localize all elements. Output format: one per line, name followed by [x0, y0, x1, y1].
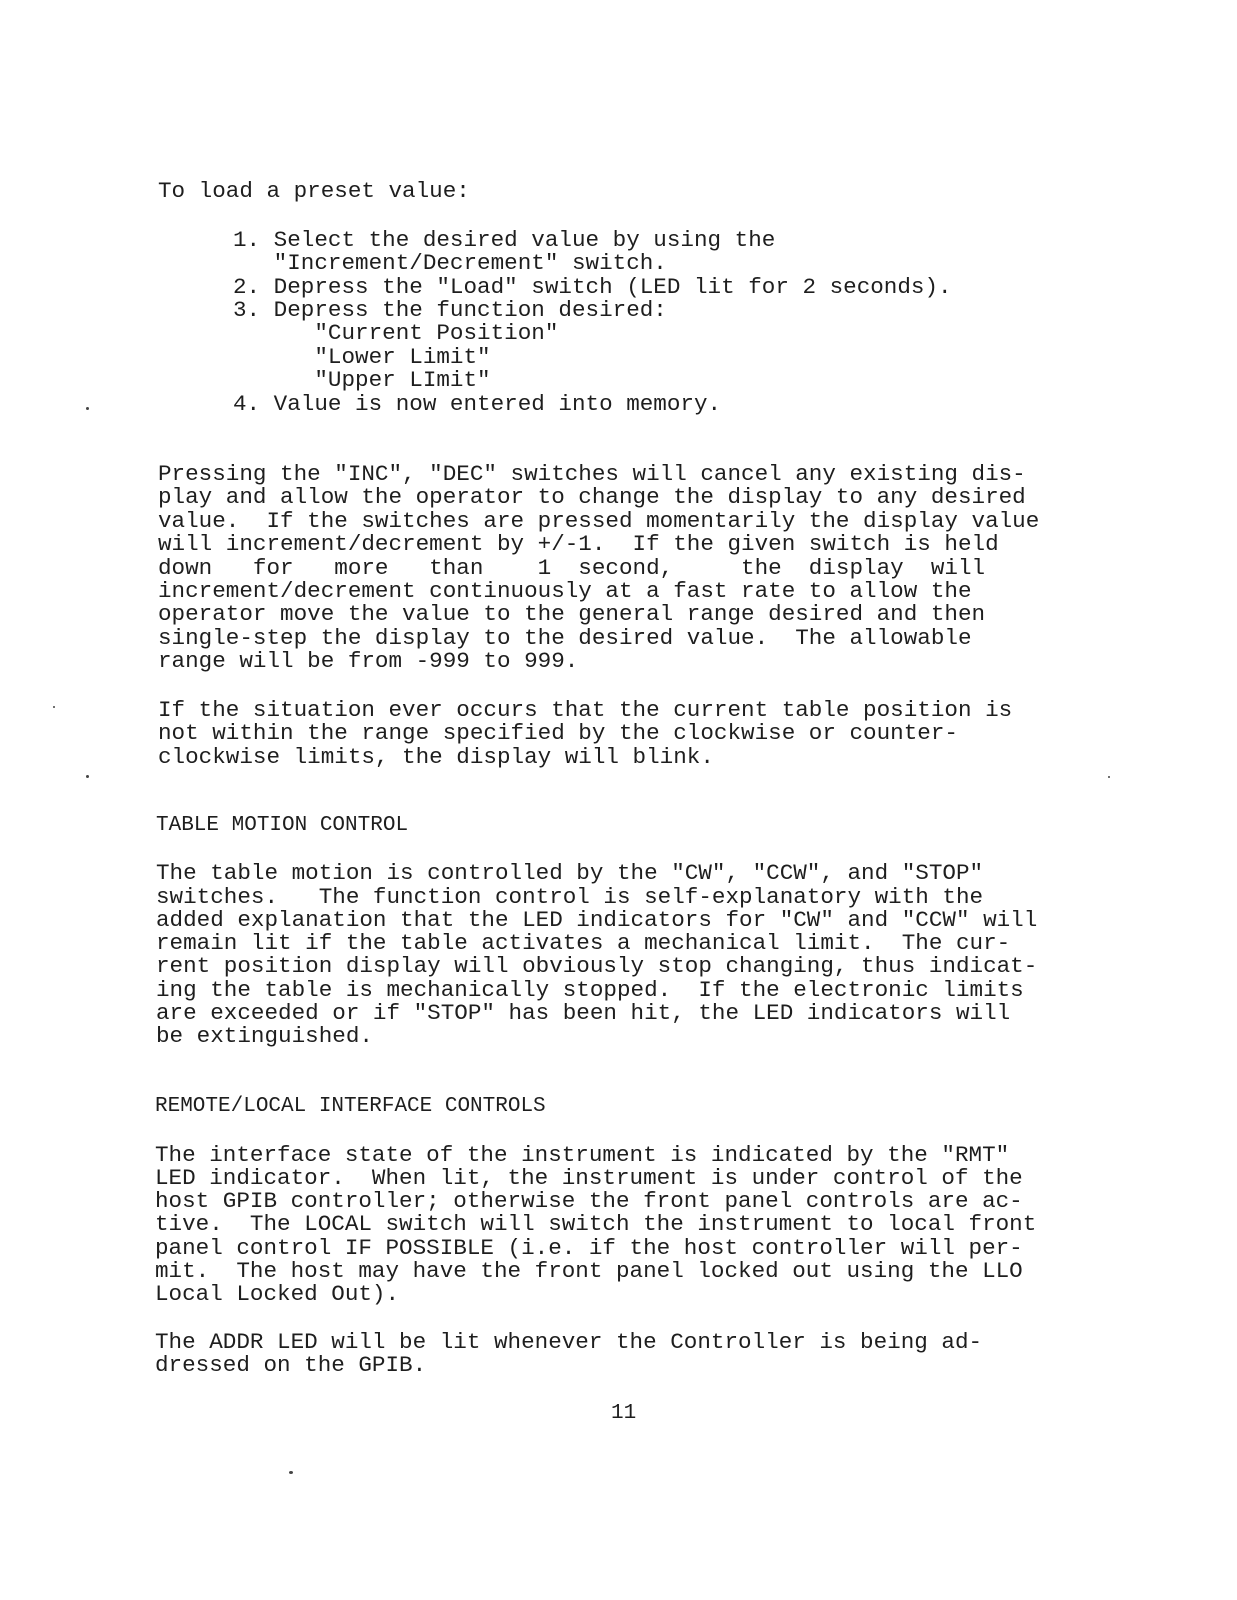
preset-step-1: 1. Select the desired value by using the: [233, 227, 776, 253]
remote-local-line: tive. The LOCAL switch will switch the instrument to local front: [155, 1211, 1037, 1237]
table-motion-line: rent position display will obviously stop changing, thus indicat-: [156, 953, 1038, 979]
remote-local-line: Local Locked Out).: [155, 1281, 400, 1307]
situation-line: If the situation ever occurs that the current table position is: [158, 697, 1013, 723]
scan-speck: [86, 407, 89, 410]
inc-dec-line: value. If the switches are pressed momentarily the display value: [158, 508, 1040, 534]
inc-dec-line: down for more than 1 second, the display will: [158, 555, 986, 581]
preset-step-2: 2. Depress the "Load" switch (LED lit for 2 seconds).: [233, 274, 952, 300]
inc-dec-line: operator move the value to the general range desired and then: [158, 601, 986, 627]
situation-line: not within the range specified by the clockwise or counter-: [158, 720, 958, 746]
inc-dec-line: increment/decrement continuously at a fast rate to allow the: [158, 578, 972, 604]
inc-dec-line: single-step the display to the desired value. The allowable: [158, 625, 972, 651]
preset-option-current: "Current Position": [233, 320, 559, 346]
preset-intro: To load a preset value:: [158, 178, 470, 204]
scan-speck: [1108, 776, 1110, 778]
scan-speck: [53, 706, 55, 708]
table-motion-line: added explanation that the LED indicators for "CW" and "CCW" will: [156, 907, 1038, 933]
table-motion-line: remain lit if the table activates a mechanical limit. The cur-: [156, 930, 1011, 956]
preset-option-lower: "Lower Limit": [233, 344, 491, 370]
addr-line: The ADDR LED will be lit whenever the Controller is being ad-: [155, 1329, 983, 1355]
table-motion-line: The table motion is controlled by the "CW", "CCW", and "STOP": [156, 860, 984, 886]
situation-line: clockwise limits, the display will blink.: [158, 744, 714, 770]
remote-local-line: host GPIB controller; otherwise the front panel controls are ac-: [155, 1188, 1023, 1214]
remote-local-line: The interface state of the instrument is indicated by the "RMT": [155, 1142, 1010, 1168]
preset-step-3: 3. Depress the function desired:: [233, 297, 667, 323]
table-motion-line: be extinguished.: [156, 1023, 373, 1049]
section-heading-remote-local: REMOTE/LOCAL INTERFACE CONTROLS: [155, 1095, 546, 1118]
table-motion-line: switches. The function control is self-explanatory with the: [156, 884, 984, 910]
preset-step-1-cont: "Increment/Decrement" switch.: [233, 250, 667, 276]
preset-step-4: 4. Value is now entered into memory.: [233, 391, 722, 417]
addr-line: dressed on the GPIB.: [155, 1352, 427, 1378]
remote-local-line: panel control IF POSSIBLE (i.e. if the host controller will per-: [155, 1235, 1023, 1261]
page-number: 11: [611, 1402, 637, 1425]
section-heading-table-motion: TABLE MOTION CONTROL: [156, 814, 409, 837]
remote-local-line: LED indicator. When lit, the instrument is under control of the: [155, 1165, 1023, 1191]
inc-dec-line: Pressing the "INC", "DEC" switches will cancel any existing dis-: [158, 461, 1026, 487]
inc-dec-line: play and allow the operator to change the display to any desired: [158, 484, 1026, 510]
scan-speck: [86, 775, 89, 778]
scan-speck: [289, 1471, 293, 1474]
table-motion-line: ing the table is mechanically stopped. If the electronic limits: [156, 977, 1024, 1003]
remote-local-line: mit. The host may have the front panel locked out using the LLO: [155, 1258, 1023, 1284]
preset-option-upper: "Upper LImit": [233, 367, 491, 393]
table-motion-line: are exceeded or if "STOP" has been hit, the LED indicators will: [156, 1000, 1011, 1026]
inc-dec-line: will increment/decrement by +/-1. If the given switch is held: [158, 531, 999, 557]
inc-dec-line: range will be from -999 to 999.: [158, 648, 579, 674]
